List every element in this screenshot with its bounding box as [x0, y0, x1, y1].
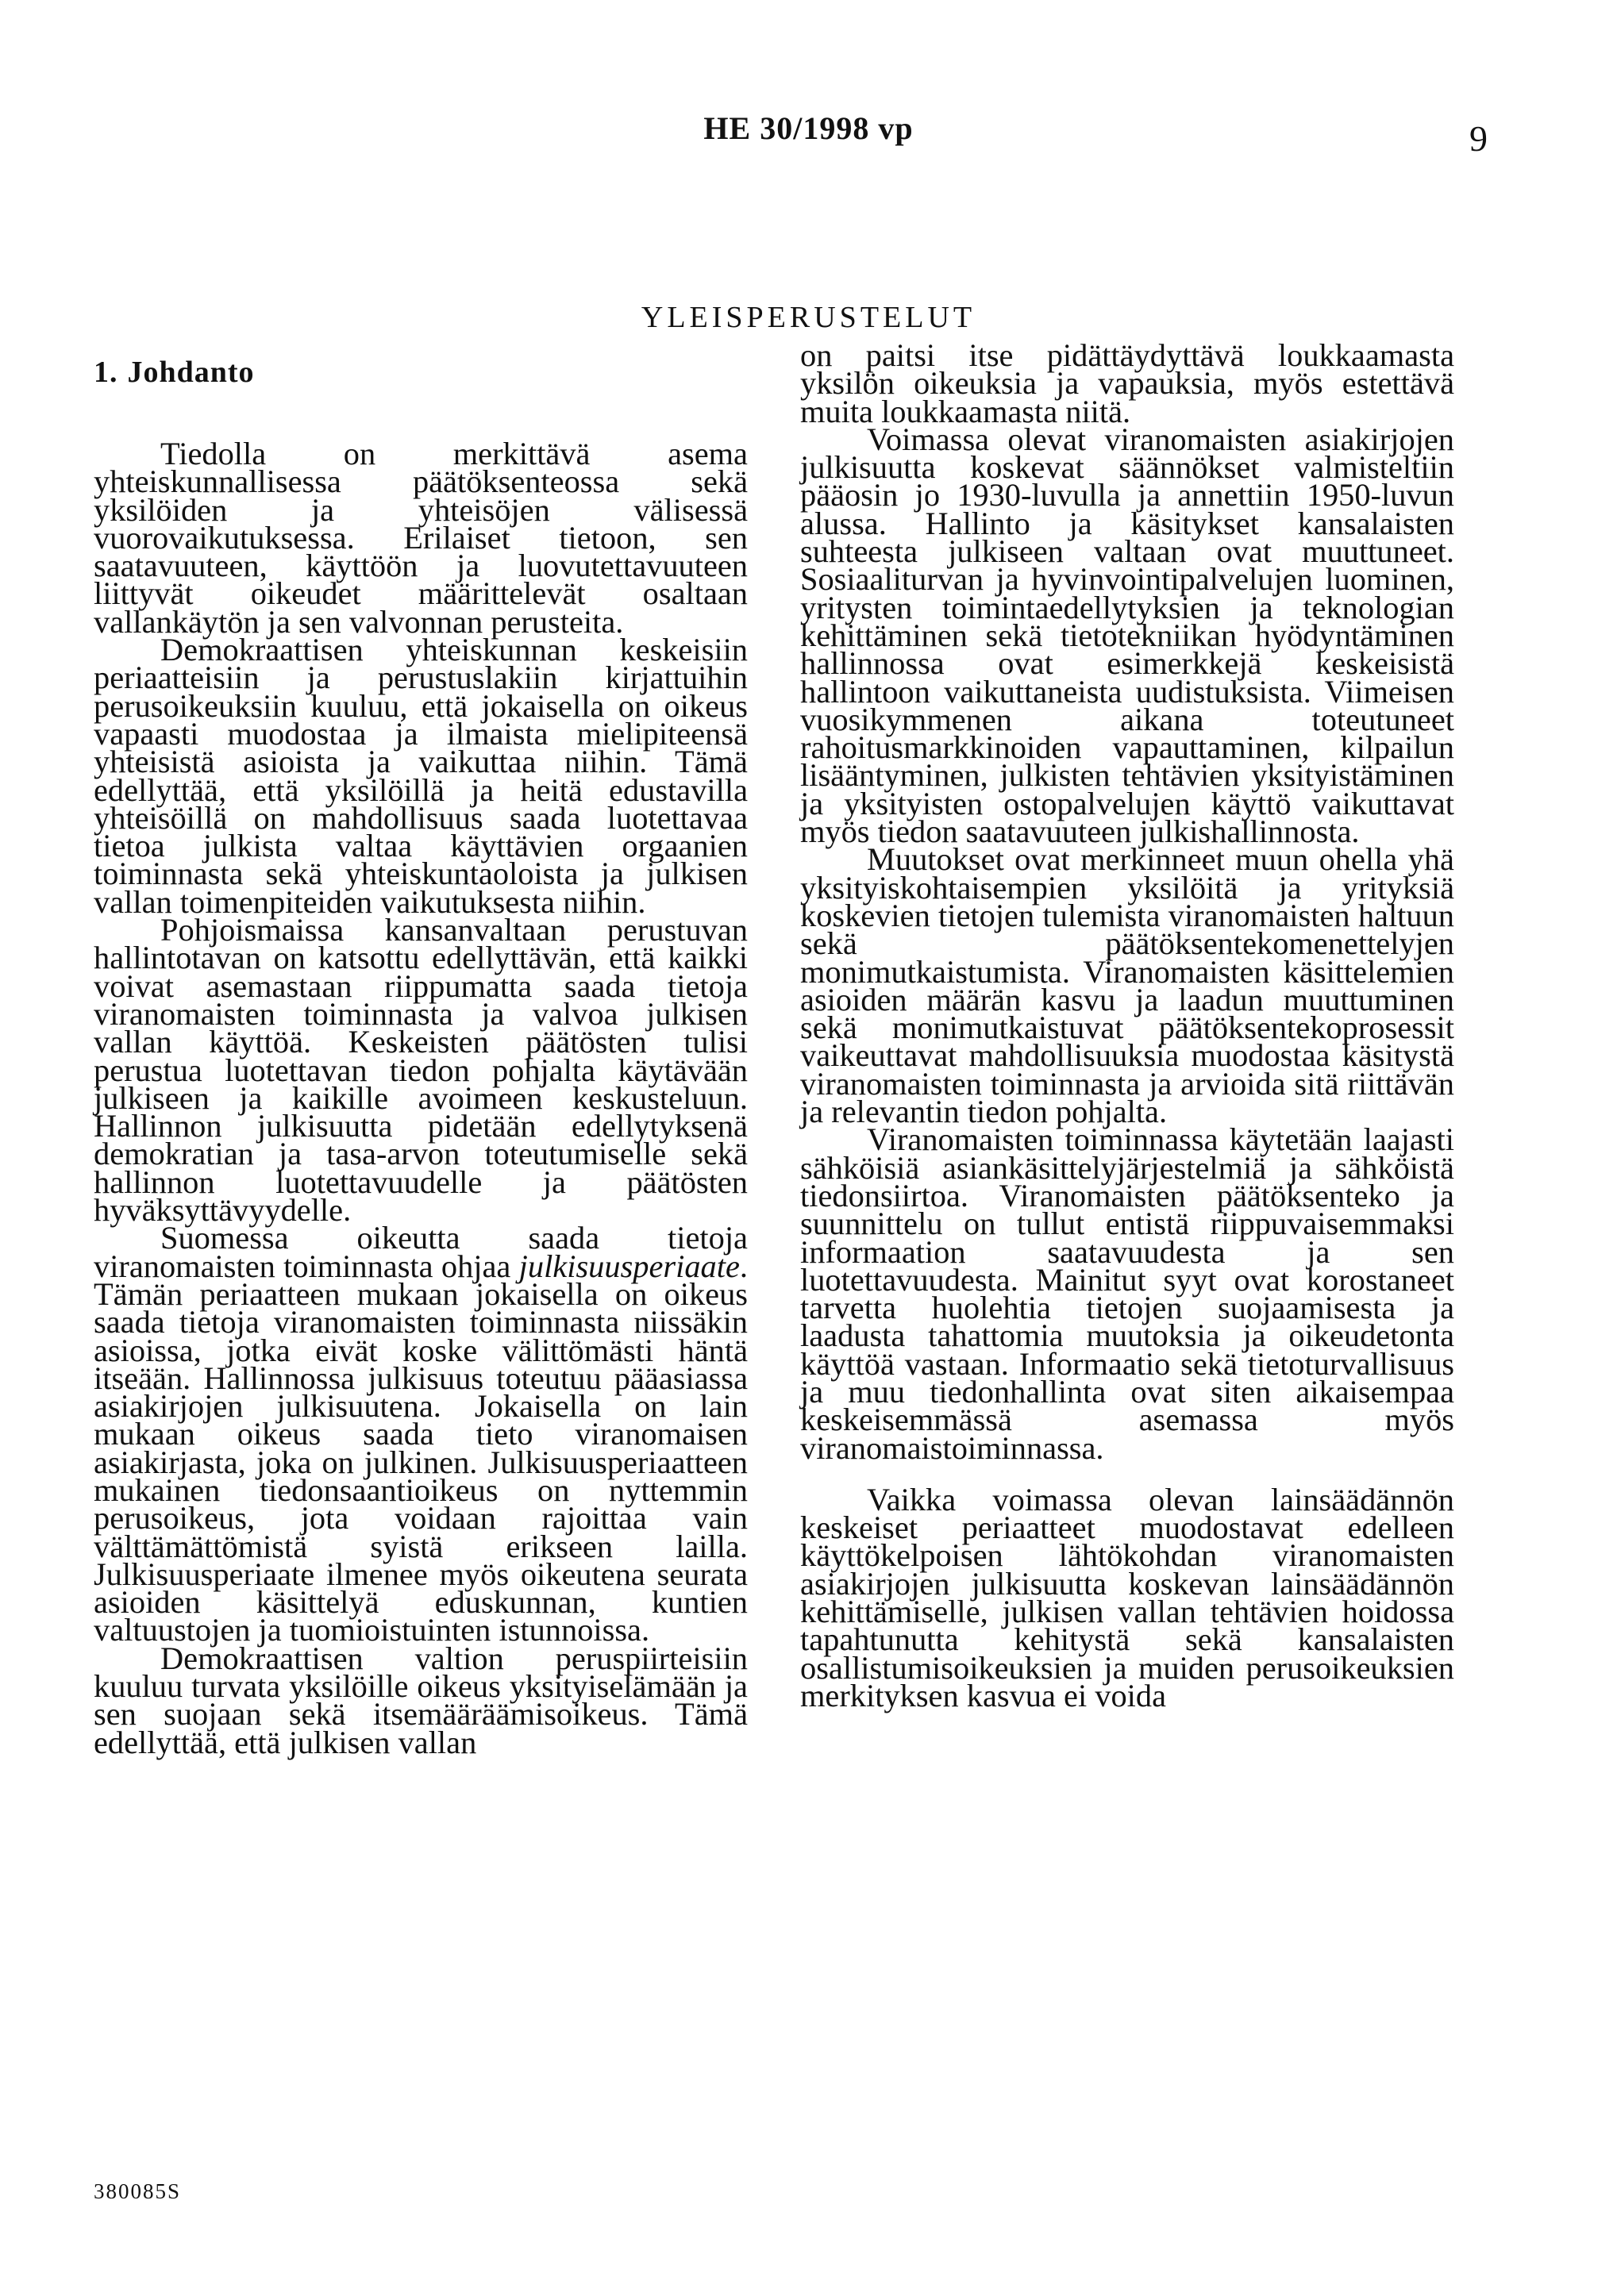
main-heading: YLEISPERUSTELUT [641, 301, 976, 334]
paragraph-text: Suomessa oikeutta saada tietoja viranomaisten toiminnasta ohjaa [94, 1220, 748, 1284]
section-title [94, 357, 748, 387]
paragraph-text: . Tämän periaatteen mukaan jokaisella on oikeus saada tietoja viranomaisten toiminnasta niissäkin asioissa, jotka eivät koske välittömästi häntä itseään. Hallinnossa julkisuus toteutuu pääasiassa asiakirjojen julkisuutena. Jokaisella on lain mukaan oikeus saada tieto viranomaisen asiakirjasta, joka on julkinen. Julkisuusperiaatteen mukainen tiedonsaantioikeus on nyttemmin perusoikeus, jota voidaan rajoittaa vain välttämättömistä syistä erikseen lailla. Julkisuusperiaate ilmenee myös oikeutena seurata asioiden käsittelyä eduskunnan, kuntien valtuustojen ja tuomioistuinten istunnoissa. [94, 1248, 748, 1648]
left-column [94, 341, 748, 1760]
paragraph [94, 1220, 748, 1648]
section-number: 1. [94, 356, 118, 389]
paragraph-continued: on paitsi itse pidättäydyttävä loukkaamasta yksilön oikeuksia ja vapauksia, myös estettävä muita loukkaamasta niitä. [800, 337, 1454, 429]
paragraph: Voimassa olevat viranomaisten asiakirjojen julkisuutta koskevat säännökset valmisteltiin pääosin jo 1930-luvulla ja annettiin 1950-luvun alussa. Hallinto ja käsitykset kansalaisten suhteesta julkiseen valtaan ovat muuttuneet. Sosiaaliturvan ja hyvinvointipalvelujen luominen, yritysten toimintaedellytyksien ja teknologian kehittäminen sekä tietotekniikan hyödyntäminen hallinnossa ovat esimerkkejä keskeisistä hallintoon vaikuttaneista uudistuksista. Viimeisen vuosikymmenen aikana toteutuneet rahoitusmarkkinoiden vapauttaminen, kilpailun lisääntyminen, julkisten tehtävien yksityistäminen ja yksityisten ostopalvelujen käyttö vaikuttavat myös tiedon saatavuuteen julkishallinnosta. [800, 421, 1454, 850]
emphasized-term: julkisuusperiaate [518, 1248, 740, 1284]
paragraph: Tiedolla on merkittävä asema yhteiskunnallisessa päätöksenteossa sekä yksilöiden ja yhteisöjen välisessä vuorovaikutuksessa. Erilaiset tietoon, sen saatavuuteen, käyttöön ja luovutettavuuteen liittyvät oikeudet määrittelevät osaltaan vallankäytön ja sen valvonnan perusteita. [94, 436, 748, 640]
right-column [800, 337, 1454, 1713]
section-title-text: Johdanto [127, 356, 255, 389]
paragraph: Viranomaisten toiminnassa käytetään laajasti sähköisiä asiankäsittelyjärjestelmiä ja sähköistä tiedonsiirtoa. Viranomaisten päätöksenteko ja suunnittelu on tullut entistä riippuvaisemmaksi informaation saatavuudesta ja sen luotettavuudesta. Mainitut syyt ovat korostaneet tarvetta huolehtia tietojen suojaamisesta ja laadusta tahattomia muutoksia ja oikeudetonta käyttöä vastaan. Informaatio sekä tietoturvallisuus ja muu tiedonhallinta ovat siten aikaisempaa keskeisemmässä asemassa myös viranomaistoiminnassa. [800, 1121, 1454, 1466]
paragraph: Demokraattisen yhteiskunnan keskeisiin periaatteisiin ja perustuslakiin kirjattuihin perusoikeuksiin kuuluu, että jokaisella on oikeus vapaasti muodostaa ja ilmaista mielipiteensä yhteisistä asioista ja vaikuttaa niihin. Tämä edellyttää, että yksilöillä ja heitä edustavilla yhteisöillä on mahdollisuus saada luotettavaa tietoa julkista valtaa käyttävien orgaanien toiminnasta sekä yhteiskuntaoloista ja julkisen vallan toimenpiteiden vaikutuksesta niihin. [94, 632, 748, 920]
page-number: 9 [1469, 118, 1488, 159]
paragraph: Vaikka voimassa olevan lainsäädännön keskeiset periaatteet muodostavat edelleen käyttökelpoisen lähtökohdan viranomaisten asiakirjojen julkisuutta koskevan lainsäädännön kehittämiselle, julkisen vallan tehtävien hoidossa tapahtunutta kehitystä sekä kansalaisten osallistumisoikeuksien ja muiden perusoikeuksien merkityksen kasvua ei voida [800, 1481, 1454, 1713]
paragraph: Muutokset ovat merkinneet muun ohella yhä yksityiskohtaisempien yksilöitä ja yrityksiä koskevien tietojen tulemista viranomaisten haltuun sekä päätöksentekomenettelyjen monimutkaistumista. Viranomaisten käsittelemien asioiden määrän kasvu ja laadun muuttuminen sekä monimutkaistuvat päätöksentekoprosessit vaikeuttavat mahdollisuuksia muodostaa käsitystä viranomaisten toiminnasta ja arvioida sitä riittävän ja relevantin tiedon pohjalta. [800, 841, 1454, 1130]
paragraph: Pohjoismaissa kansanvaltaan perustuvan hallintotavan on katsottu edellyttävän, että kaikki voivat asemastaan riippumatta saada tietoja viranomaisten toiminnasta ja valvoa julkisen vallan käyttöä. Keskeisten päätösten tulisi perustua luotettavan tiedon pohjalta käytävään julkiseen ja kaikille avoimeen keskusteluun. Hallinnon julkisuutta pidetään edellytyksenä demokratian ja tasa-arvon toteutumiselle sekä hallinnon luotettavuudelle ja päätösten hyväksyttävyydelle. [94, 912, 748, 1229]
document-id: HE 30/1998 vp [703, 110, 914, 146]
paragraph: Demokraattisen valtion peruspiirteisiin kuuluu turvata yksilöille oikeus yksityiselämään ja sen suojaan sekä itsemääräämisoikeus. Tämä edellyttää, että julkisen vallan [94, 1640, 748, 1760]
footer-code: 380085S [94, 2179, 182, 2203]
